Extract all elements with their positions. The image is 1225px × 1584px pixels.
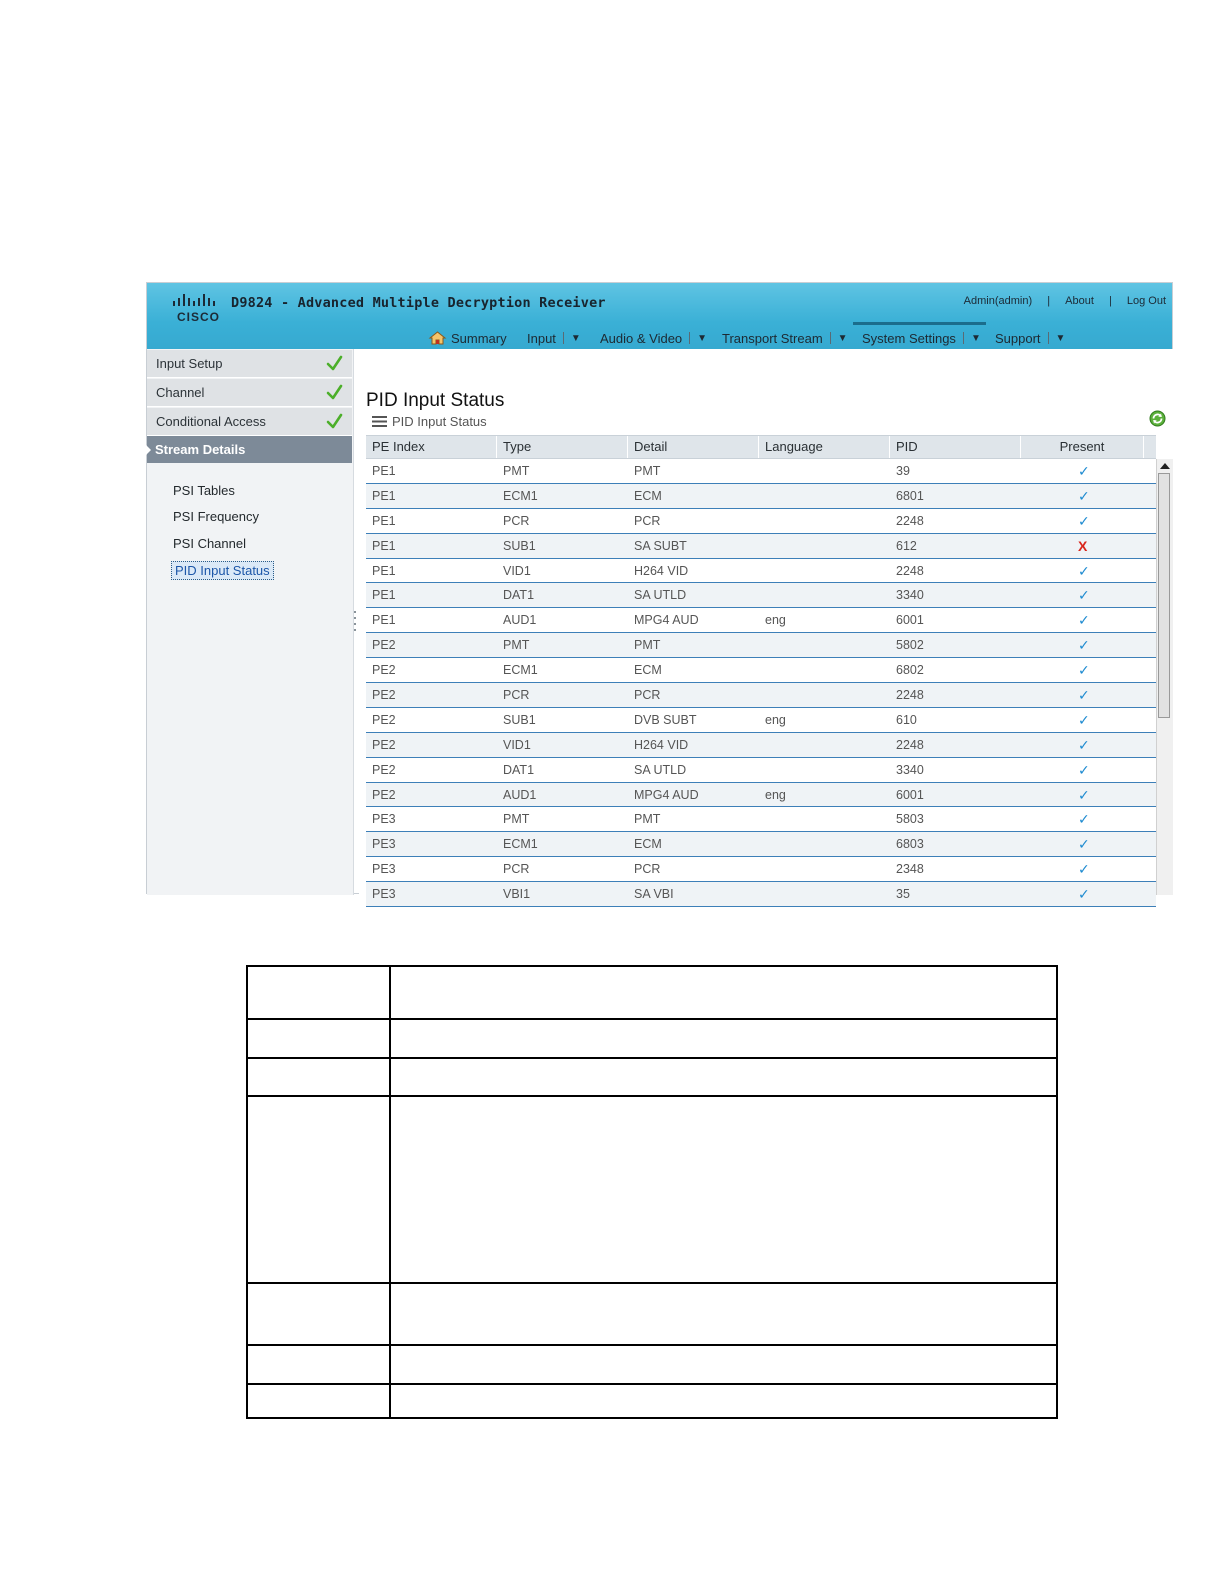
cell-type: AUD1 (503, 613, 537, 628)
active-arrow-icon (146, 445, 151, 455)
table-row[interactable] (366, 534, 1156, 559)
cell-pe-index: PE1 (372, 538, 396, 553)
chevron-down-icon[interactable]: ▼ (837, 332, 848, 344)
chevron-down-icon[interactable]: ▼ (1055, 332, 1066, 344)
cell-detail: MPG4 AUD (634, 613, 699, 628)
cell-detail: PCR (634, 513, 661, 528)
description-table (246, 965, 1058, 1419)
nav-system-settings-label: System Settings (862, 330, 956, 346)
cell-pid: 2248 (896, 563, 924, 578)
table-row[interactable] (366, 857, 1156, 882)
nav-summary-label: Summary (451, 330, 507, 346)
present-check-icon: ✓ (1078, 886, 1090, 903)
nav-support[interactable] (995, 328, 1065, 348)
present-check-icon: ✓ (1078, 612, 1090, 629)
table-row-divider (248, 1383, 1056, 1385)
app-header (147, 283, 1172, 349)
present-check-icon: ✓ (1078, 811, 1090, 828)
cell-pid: 3340 (896, 588, 924, 603)
sidebar-item-stream-details[interactable] (147, 436, 352, 463)
table-row[interactable] (366, 559, 1156, 584)
cell-detail: DVB SUBT (634, 712, 697, 727)
table-row[interactable] (366, 807, 1156, 832)
present-check-icon: ✓ (1078, 487, 1090, 504)
table-header (366, 435, 1156, 459)
cell-pid: 2248 (896, 737, 924, 752)
app-window (146, 282, 1173, 903)
table-row[interactable] (366, 633, 1156, 658)
present-check-icon: ✓ (1078, 637, 1090, 654)
table-row-divider (248, 1018, 1056, 1020)
present-check-icon: ✓ (1078, 761, 1090, 778)
cell-language (759, 559, 765, 583)
table-row-divider (248, 1282, 1056, 1284)
separator: | (1047, 295, 1051, 307)
cell-language (759, 633, 765, 657)
table-row[interactable] (366, 658, 1156, 683)
sublink-psi-tables[interactable]: PSI Tables (173, 483, 235, 498)
cell-detail: ECM (634, 837, 662, 852)
cell-type: SUB1 (503, 538, 536, 553)
cell-detail: ECM (634, 663, 662, 678)
table-row-divider (248, 1095, 1056, 1097)
chevron-down-icon[interactable]: ▼ (970, 332, 981, 344)
cell-detail: PMT (634, 812, 661, 827)
vertical-scrollbar[interactable] (1156, 459, 1173, 895)
cell-pid: 610 (896, 712, 917, 727)
nav-divider (689, 332, 690, 344)
table-column-divider (389, 967, 391, 1417)
separator: | (1108, 295, 1112, 307)
sublink-psi-frequency[interactable]: PSI Frequency (173, 509, 259, 524)
cell-detail: ECM (634, 488, 662, 503)
page-title: PID Input Status (366, 390, 505, 411)
nav-summary[interactable] (429, 328, 507, 348)
table-row[interactable] (366, 608, 1156, 633)
cell-detail: PCR (634, 688, 661, 703)
cell-language (759, 658, 765, 682)
chevron-down-icon[interactable]: ▼ (570, 332, 581, 344)
cell-pid: 39 (896, 464, 910, 478)
cell-type: DAT1 (503, 588, 535, 603)
column-header-type[interactable]: Type (497, 436, 628, 458)
table-row[interactable] (366, 683, 1156, 708)
nav-audio-video-label: Audio & Video (600, 330, 683, 346)
column-header-language[interactable]: Language (759, 436, 890, 458)
cell-type: VID1 (503, 737, 531, 752)
table-row[interactable] (366, 583, 1156, 608)
home-icon (429, 331, 446, 345)
column-header-pe-index[interactable]: PE Index (366, 436, 497, 458)
cell-language (759, 857, 765, 881)
cell-pe-index: PE2 (372, 688, 396, 703)
nav-divider (963, 332, 964, 344)
cell-type: PCR (503, 862, 530, 877)
present-check-icon: ✓ (1078, 711, 1090, 728)
cell-type: VID1 (503, 563, 531, 578)
cell-pe-index: PE1 (372, 464, 396, 478)
cell-pid: 612 (896, 538, 917, 553)
cell-pe-index: PE2 (372, 787, 396, 802)
present-check-icon: ✓ (1078, 587, 1090, 604)
cell-pe-index: PE2 (372, 638, 396, 653)
chevron-down-icon[interactable]: ▼ (697, 332, 708, 344)
table-row[interactable] (366, 484, 1156, 509)
about-link[interactable]: About (1065, 295, 1094, 307)
nav-system-settings[interactable] (862, 328, 981, 348)
nav-audio-video[interactable] (600, 328, 707, 348)
nav-support-label: Support (995, 330, 1041, 346)
section-title: PID Input Status (392, 414, 487, 429)
present-check-icon: ✓ (1078, 736, 1090, 753)
cell-detail: SA SUBT (634, 538, 687, 553)
cell-type: ECM1 (503, 488, 538, 503)
check-icon (326, 384, 343, 401)
cell-pid: 35 (896, 887, 910, 902)
check-icon (326, 413, 343, 430)
cell-pid: 2248 (896, 688, 924, 703)
cell-pid: 5802 (896, 638, 924, 653)
cell-detail: PMT (634, 638, 661, 653)
sidebar-item-label: Channel (156, 385, 205, 400)
cell-pe-index: PE3 (372, 862, 396, 877)
scroll-up-arrow-icon[interactable] (1160, 463, 1170, 469)
sidebar (147, 349, 354, 895)
present-check-icon: ✓ (1078, 662, 1090, 679)
nav-divider (1048, 332, 1049, 344)
present-check-icon: ✓ (1078, 687, 1090, 704)
cell-type: ECM1 (503, 663, 538, 678)
cell-detail: SA UTLD (634, 588, 687, 603)
brand-text: CISCO (177, 310, 221, 324)
nav-transport-stream[interactable] (722, 328, 848, 348)
table-row[interactable] (366, 509, 1156, 534)
sidebar-item-conditional-access[interactable] (147, 408, 352, 436)
nav-divider (563, 332, 564, 344)
sidebar-item-label: Stream Details (155, 442, 246, 457)
cell-detail: SA UTLD (634, 762, 687, 777)
present-check-icon: ✓ (1078, 512, 1090, 529)
cell-pe-index: PE1 (372, 588, 396, 603)
cell-type: AUD1 (503, 787, 537, 802)
sublink-psi-channel[interactable]: PSI Channel (173, 536, 246, 551)
cell-pe-index: PE1 (372, 613, 396, 628)
menu-icon[interactable] (372, 416, 387, 427)
cell-type: VBI1 (503, 887, 531, 902)
table-row-divider (248, 1057, 1056, 1059)
sidebar-item-channel[interactable] (147, 379, 352, 407)
table-row[interactable] (366, 832, 1156, 857)
cell-language (759, 484, 765, 508)
splitter-handle[interactable] (354, 611, 357, 633)
logout-link[interactable]: Log Out (1126, 295, 1166, 307)
cell-language: eng (765, 712, 786, 727)
sublink-pid-input-status[interactable]: PID Input Status (171, 561, 274, 580)
present-check-icon: ✓ (1078, 861, 1090, 878)
column-header-detail[interactable]: Detail (628, 436, 759, 458)
cell-pid: 6803 (896, 837, 924, 852)
cell-pid: 5803 (896, 812, 924, 827)
present-check-icon: ✓ (1078, 836, 1090, 853)
cell-pid: 6801 (896, 488, 924, 503)
cell-detail: PMT (634, 464, 661, 478)
nav-input-label: Input (527, 330, 556, 346)
cell-type: ECM1 (503, 837, 538, 852)
present-check-icon: ✓ (1078, 786, 1090, 803)
absent-x-icon: X (1078, 537, 1088, 554)
column-header-pid[interactable]: PID (890, 436, 1021, 458)
cell-detail: SA VBI (634, 887, 674, 902)
cell-language (759, 583, 765, 607)
cell-type: PCR (503, 688, 530, 703)
cell-language (759, 758, 765, 782)
cell-language (759, 882, 765, 906)
cell-pe-index: PE3 (372, 837, 396, 852)
cell-pid: 2348 (896, 862, 924, 877)
cell-type: PCR (503, 513, 530, 528)
scrollbar-thumb[interactable] (1158, 473, 1170, 718)
table-row[interactable] (366, 733, 1156, 758)
cell-type: PMT (503, 638, 530, 653)
refresh-icon[interactable] (1149, 410, 1166, 427)
cell-detail: PCR (634, 862, 661, 877)
user-links (964, 295, 1166, 307)
nav-divider (830, 332, 831, 344)
nav-input[interactable] (527, 328, 581, 348)
sidebar-item-label: Conditional Access (156, 414, 266, 429)
sidebar-item-input-setup[interactable] (147, 350, 352, 378)
product-title: D9824 - Advanced Multiple Decryption Receiver (231, 295, 606, 311)
cell-type: SUB1 (503, 712, 536, 727)
pid-status-table (366, 435, 1174, 903)
check-icon (326, 355, 343, 372)
cisco-logo (171, 293, 223, 323)
cell-language (759, 832, 765, 856)
cell-pe-index: PE1 (372, 513, 396, 528)
cell-detail: H264 VID (634, 563, 689, 578)
section-header (372, 414, 487, 429)
cell-pe-index: PE3 (372, 887, 396, 902)
table-row[interactable] (366, 708, 1156, 733)
cell-pid: 3340 (896, 762, 924, 777)
cell-language (759, 459, 765, 483)
cell-detail: H264 VID (634, 737, 689, 752)
sidebar-item-label: Input Setup (156, 356, 223, 371)
cell-type: PMT (503, 812, 530, 827)
cell-language (759, 733, 765, 757)
cell-language: eng (765, 787, 786, 802)
nav-transport-stream-label: Transport Stream (722, 330, 823, 346)
table-row[interactable] (366, 882, 1156, 907)
present-check-icon: ✓ (1078, 463, 1090, 479)
table-row-divider (248, 1344, 1056, 1346)
cell-language: eng (765, 613, 786, 628)
cell-type: DAT1 (503, 762, 535, 777)
table-row[interactable] (366, 459, 1156, 484)
cell-pid: 6802 (896, 663, 924, 678)
column-header-present[interactable]: Present (1021, 436, 1144, 458)
user-label: Admin(admin) (963, 295, 1033, 307)
cell-pid: 6001 (896, 613, 924, 628)
cell-detail: MPG4 AUD (634, 787, 699, 802)
cell-pe-index: PE2 (372, 762, 396, 777)
cell-language (759, 683, 765, 707)
cell-pid: 2248 (896, 513, 924, 528)
cell-pe-index: PE1 (372, 563, 396, 578)
table-row[interactable] (366, 783, 1156, 808)
table-row[interactable] (366, 758, 1156, 783)
cell-pid: 6001 (896, 787, 924, 802)
cell-pe-index: PE2 (372, 663, 396, 678)
cell-pe-index: PE2 (372, 737, 396, 752)
cell-language (759, 509, 765, 533)
cell-pe-index: PE3 (372, 812, 396, 827)
cell-language (759, 534, 765, 558)
cell-type: PMT (503, 464, 530, 478)
table-body (366, 459, 1156, 907)
present-check-icon: ✓ (1078, 562, 1090, 579)
active-tab-indicator (853, 322, 986, 325)
cell-language (759, 807, 765, 831)
cell-pe-index: PE2 (372, 712, 396, 727)
cell-pe-index: PE1 (372, 488, 396, 503)
main-panel (359, 349, 1174, 903)
